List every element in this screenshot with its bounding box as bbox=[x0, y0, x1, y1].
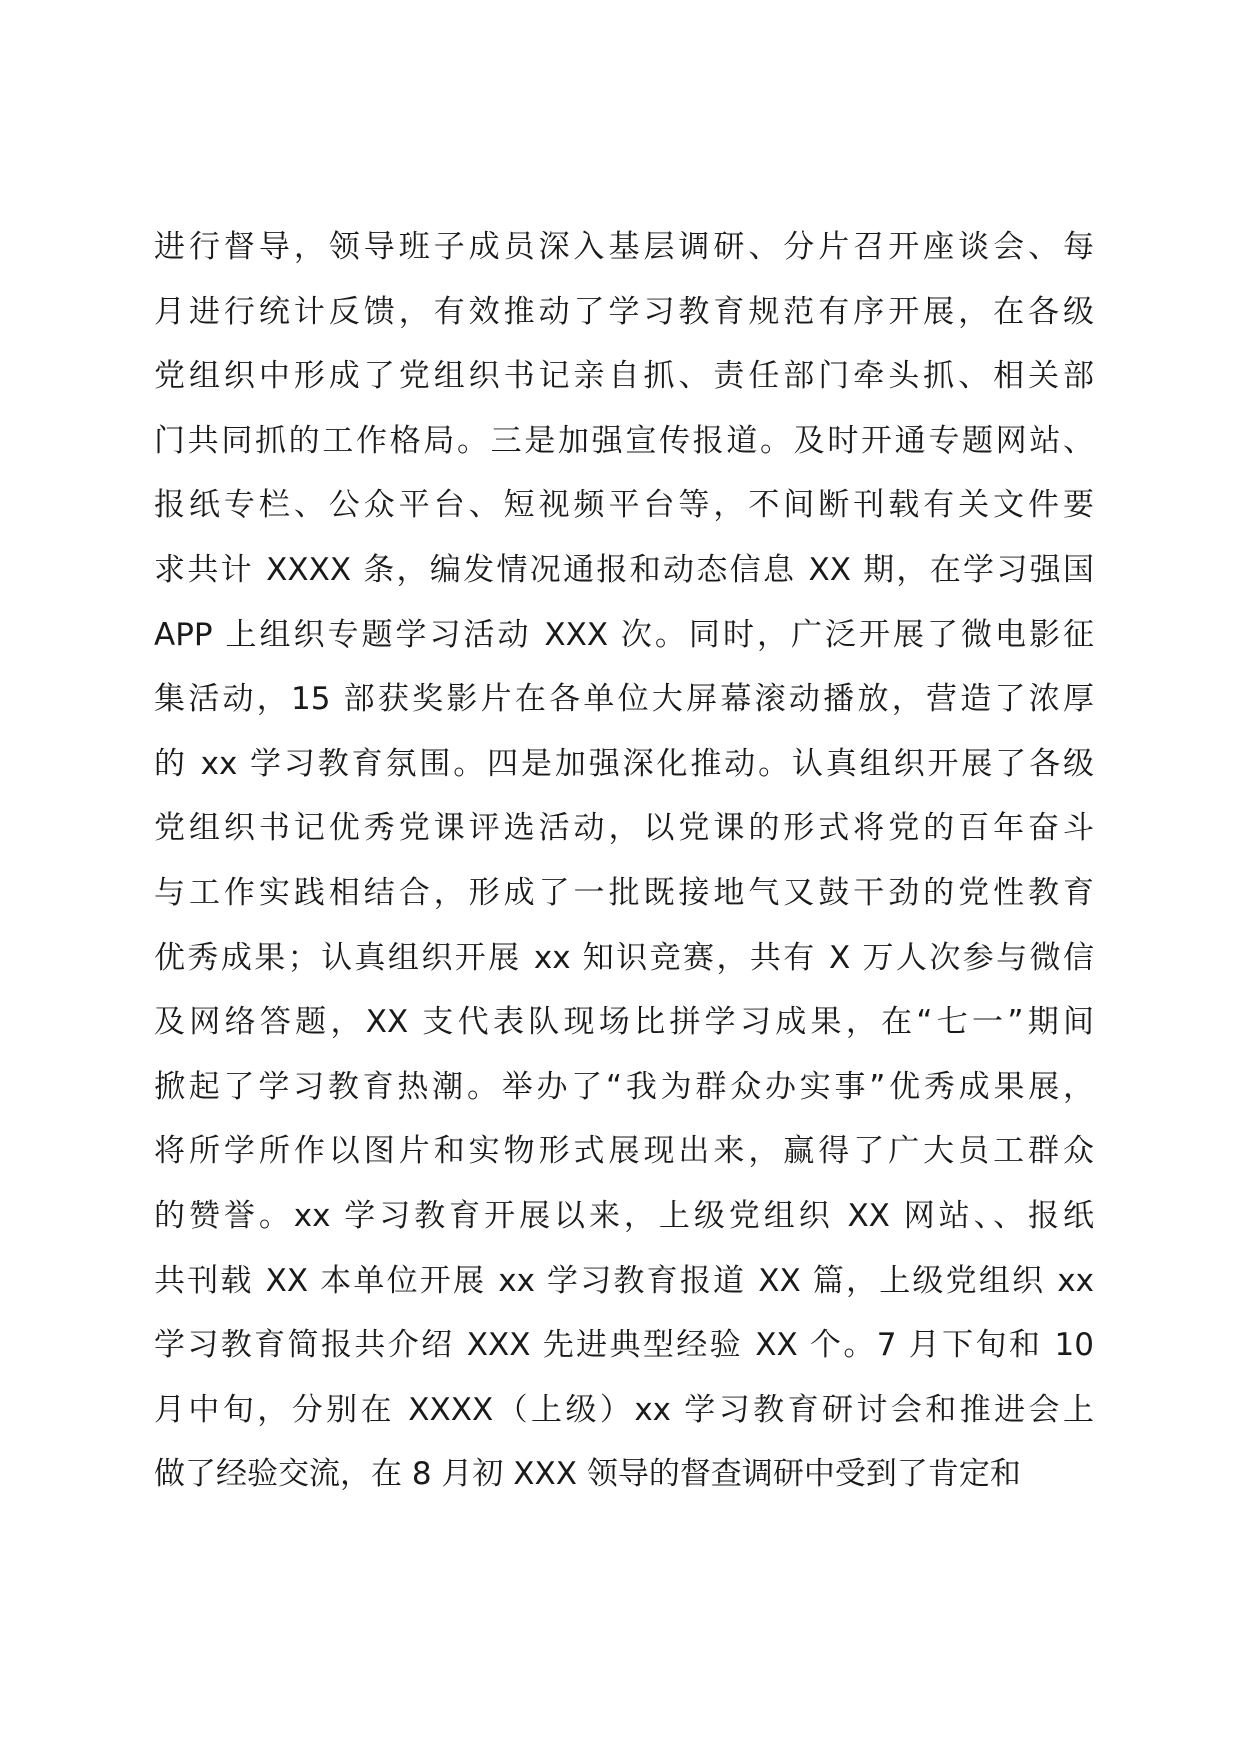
text-line: 月进行统计反馈，有效推动了学习教育规范有序开展，在各级 bbox=[154, 293, 1094, 330]
text-line: 学习教育简报共介绍 XXX 先进典型经验 XX 个。7 月下旬和 10 bbox=[154, 1327, 1094, 1364]
text-line: 的赞誉。xx 学习教育开展以来，上级党组织 XX 网站、、报纸 bbox=[154, 1197, 1094, 1234]
text-line: 及网络答题，XX 支代表队现场比拼学习成果，在“七一”期间 bbox=[154, 1004, 1094, 1041]
text-line: 集活动，15 部获奖影片在各单位大屏幕滚动播放，营造了浓厚 bbox=[154, 681, 1094, 718]
text-line: 的 xx 学习教育氛围。四是加强深化推动。认真组织开展了各级 bbox=[154, 745, 1094, 782]
text-line: 月中旬，分别在 XXXX（上级）xx 学习教育研讨会和推进会上 bbox=[154, 1391, 1094, 1428]
text-line: 做了经验交流，在 8 月初 XXX 领导的督查调研中受到了肯定和 bbox=[154, 1456, 1021, 1493]
text-line: 将所学所作以图片和实物形式展现出来，赢得了广大员工群众 bbox=[154, 1133, 1094, 1170]
text-line: 进行督导，领导班子成员深入基层调研、分片召开座谈会、每 bbox=[154, 229, 1094, 265]
text-line: 掀起了学习教育热潮。举办了“我为群众办实事”优秀成果展， bbox=[154, 1068, 1094, 1105]
text-line: 与工作实践相结合，形成了一批既接地气又鼓干劲的党性教育 bbox=[154, 874, 1094, 911]
text-line: 门共同抓的工作格局。三是加强宣传报道。及时开通专题网站、 bbox=[154, 422, 1094, 459]
text-line: 求共计 XXXX 条，编发情况通报和动态信息 XX 期，在学习强国 bbox=[154, 551, 1094, 588]
text-line: 报纸专栏、公众平台、短视频平台等，不间断刊载有关文件要 bbox=[154, 487, 1094, 524]
text-line: 党组织书记优秀党课评选活动，以党课的形式将党的百年奋斗 bbox=[154, 810, 1094, 847]
body-paragraph bbox=[154, 215, 1094, 1507]
text-line: 共刊载 XX 本单位开展 xx 学习教育报道 XX 篇，上级党组织 xx bbox=[154, 1262, 1094, 1299]
text-line: APP 上组织专题学习活动 XXX 次。同时，广泛开展了微电影征 bbox=[154, 616, 1094, 653]
text-line: 优秀成果；认真组织开展 xx 知识竞赛，共有 X 万人次参与微信 bbox=[154, 939, 1094, 976]
text-line: 党组织中形成了党组织书记亲自抓、责任部门牵头抓、相关部 bbox=[154, 358, 1094, 395]
